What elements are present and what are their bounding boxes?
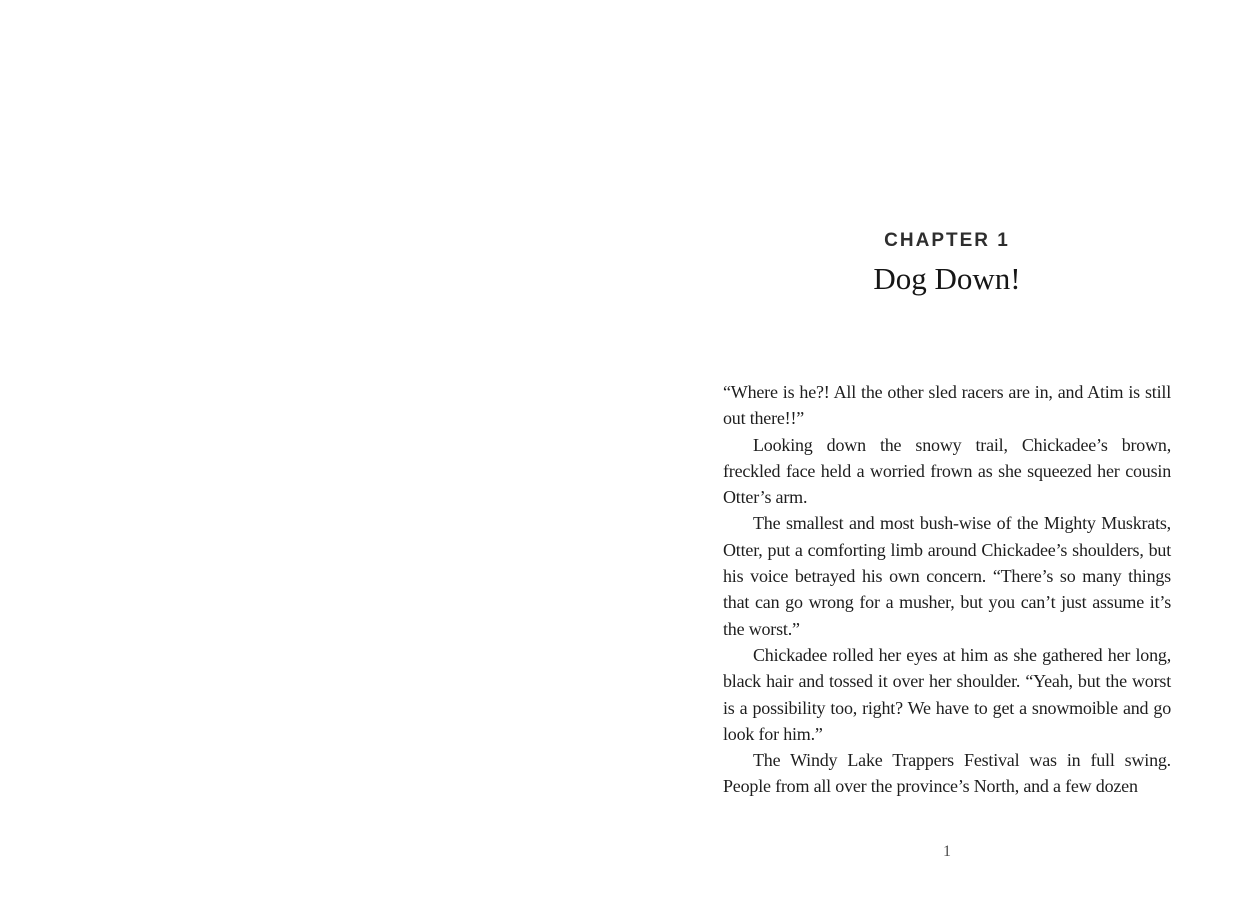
paragraph: Looking down the snowy trail, Chickadee’s brown, freckled face held a worried frown as she squeezed her cousin Otter’s arm.: [723, 434, 1171, 508]
chapter-label: CHAPTER 1: [884, 230, 1010, 251]
page-number: 1: [943, 843, 951, 860]
body-text: [723, 379, 1171, 800]
paragraph: “Where is he?! All the other sled racers are in, and Atim is still out there!!”: [723, 382, 1171, 429]
paragraph: The smallest and most bush-wise of the Mighty Muskrats, Otter, put a comforting limb around Chickadee’s shoulders, but his voice betrayed his own concern. “There’s so many things that can go wrong for a musher, but you can’t just assume it’s the worst.”: [723, 513, 1171, 639]
paragraph: Chickadee rolled her eyes at him as she gathered her long, black hair and tossed it over her shoulder. “Yeah, but the worst is a possibility too, right? We have to get a snowmoible and go look for him.”: [723, 644, 1171, 744]
paragraph: The Windy Lake Trappers Festival was in full swing. People from all over the province’s North, and a few dozen: [723, 750, 1171, 797]
chapter-title: Dog Down!: [873, 261, 1021, 296]
chapter-header: [723, 231, 1171, 296]
